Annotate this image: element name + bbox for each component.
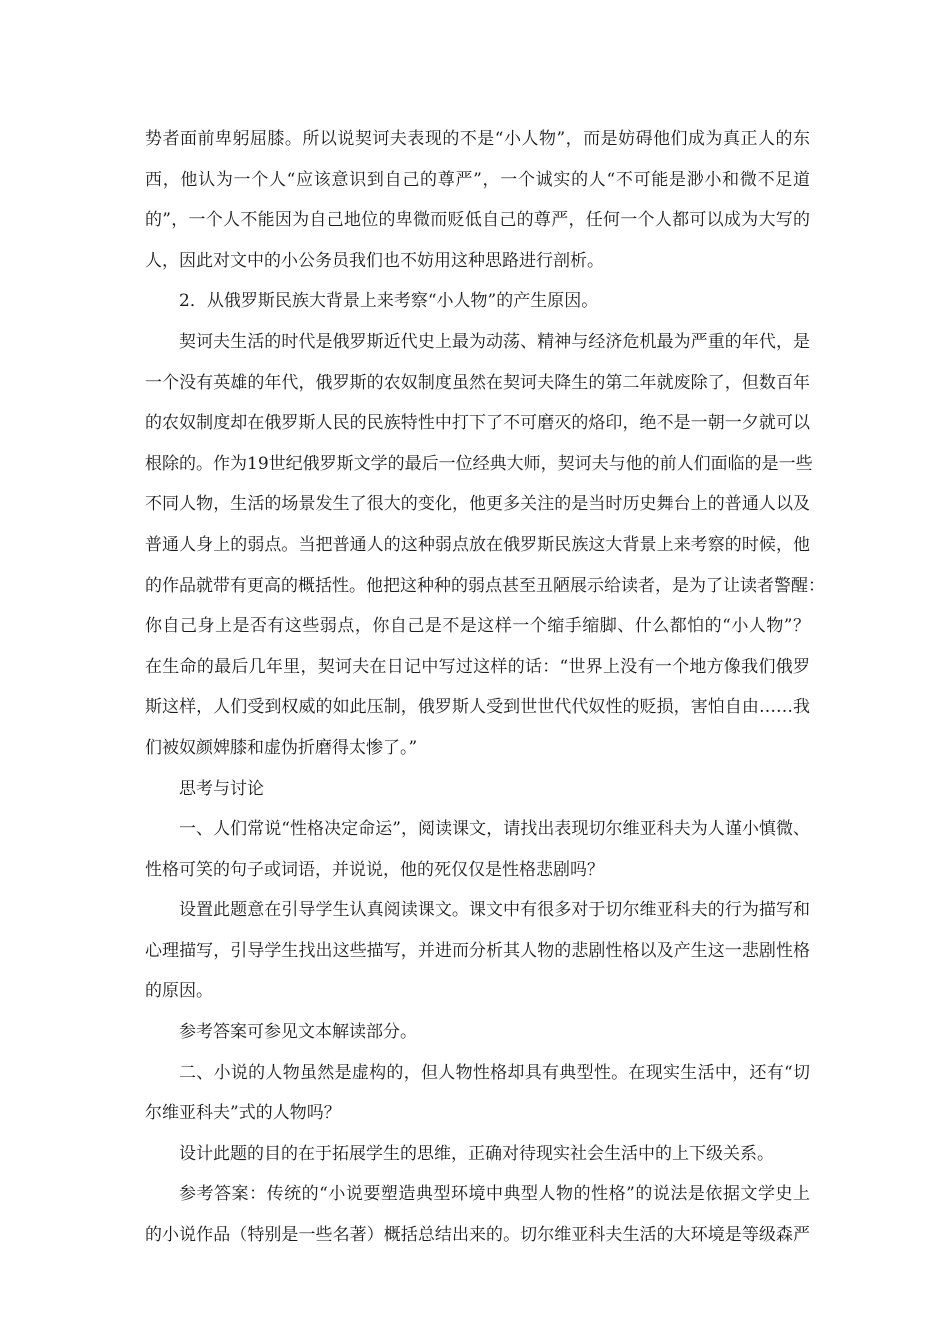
text-line: 斯这样，人们受到权威的如此压制，俄罗斯人受到世世代代奴性的贬损，害怕自由……我 xyxy=(145,697,810,718)
text-line: 参考答案可参见文本解读部分。 xyxy=(179,1022,417,1043)
text-line: 们被奴颜婢膝和虚伪折磨得太惨了。” xyxy=(145,737,418,758)
text-line: 普通人身上的弱点。当把普通人的这种弱点放在俄罗斯民族这大背景上来考察的时候，他 xyxy=(145,534,810,555)
text-line: 一个没有英雄的年代，俄罗斯的农奴制度虽然在契诃夫降生的第二年就废除了，但数百年 xyxy=(145,372,810,393)
text-line: 尔维亚科夫”式的人物吗？ xyxy=(145,1103,341,1124)
text-line: 参考答案：传统的“小说要塑造典型环境中典型人物的性格”的说法是依据文学史上 xyxy=(179,1184,810,1205)
text-line: 西，他认为一个人“应该意识到自己的尊严”，一个诚实的人“不可能是渺小和微不足道 xyxy=(145,169,810,190)
text-line: 设计此题的目的在于拓展学生的思维，正确对待现实社会生活中的上下级关系。 xyxy=(179,1143,774,1164)
text-line: 的”，一个人不能因为自己地位的卑微而贬低自己的尊严，任何一个人都可以成为大写的 xyxy=(145,210,810,231)
text-line: 你自己身上是否有这些弱点，你自己是不是这样一个缩手缩脚、什么都怕的“小人物”？ xyxy=(145,616,810,637)
text-line: 的原因。 xyxy=(145,981,213,1002)
text-line: 一、人们常说“性格决定命运”，阅读课文，请找出表现切尔维亚科夫为人谨小慎微、 xyxy=(179,819,810,840)
text-line: 心理描写，引导学生找出这些描写，并进而分析其人物的悲剧性格以及产生这一悲剧性格 xyxy=(145,940,810,961)
text-line: 的作品就带有更高的概括性。他把这种种的弱点甚至丑陋展示给读者，是为了让读者警醒： xyxy=(145,575,825,596)
text-line: 二、小说的人物虽然是虚构的，但人物性格却具有典型性。在现实生活中，还有“切 xyxy=(179,1062,810,1083)
text-line: 性格可笑的句子或词语，并说说，他的死仅仅是性格悲剧吗？ xyxy=(145,859,604,880)
text-line: 在生命的最后几年里，契诃夫在日记中写过这样的话：“世界上没有一个地方像我们俄罗 xyxy=(145,656,810,677)
text-line: 设置此题意在引导学生认真阅读课文。课文中有很多对于切尔维亚科夫的行为描写和 xyxy=(179,900,810,921)
text-line: 的小说作品（特别是一些名著）概括总结出来的。切尔维亚科夫生活的大环境是等级森严 xyxy=(145,1225,810,1246)
document-body xyxy=(145,119,825,1256)
text-line: 的农奴制度却在俄罗斯人民的民族特性中打下了不可磨灭的烙印，绝不是一朝一夕就可以 xyxy=(145,413,810,434)
text-line: 势者面前卑躬屈膝。所以说契诃夫表现的不是“小人物”，而是妨碍他们成为真正人的东 xyxy=(145,129,810,149)
text-line: 人，因此对文中的小公务员我们也不妨用这种思路进行剖析。 xyxy=(145,250,604,271)
text-line: 2．从俄罗斯民族大背景上来考察“小人物”的产生原因。 xyxy=(179,291,599,312)
text-line: 根除的。作为19世纪俄罗斯文学的最后一位经典大师，契诃夫与他的前人们面临的是一些 xyxy=(145,453,813,474)
text-line: 思考与讨论 xyxy=(179,778,264,799)
text-line: 契诃夫生活的时代是俄罗斯近代史上最为动荡、精神与经济危机最为严重的年代，是 xyxy=(179,331,810,352)
text-line: 不同人物，生活的场景发生了很大的变化，他更多关注的是当时历史舞台上的普通人以及 xyxy=(145,494,810,515)
